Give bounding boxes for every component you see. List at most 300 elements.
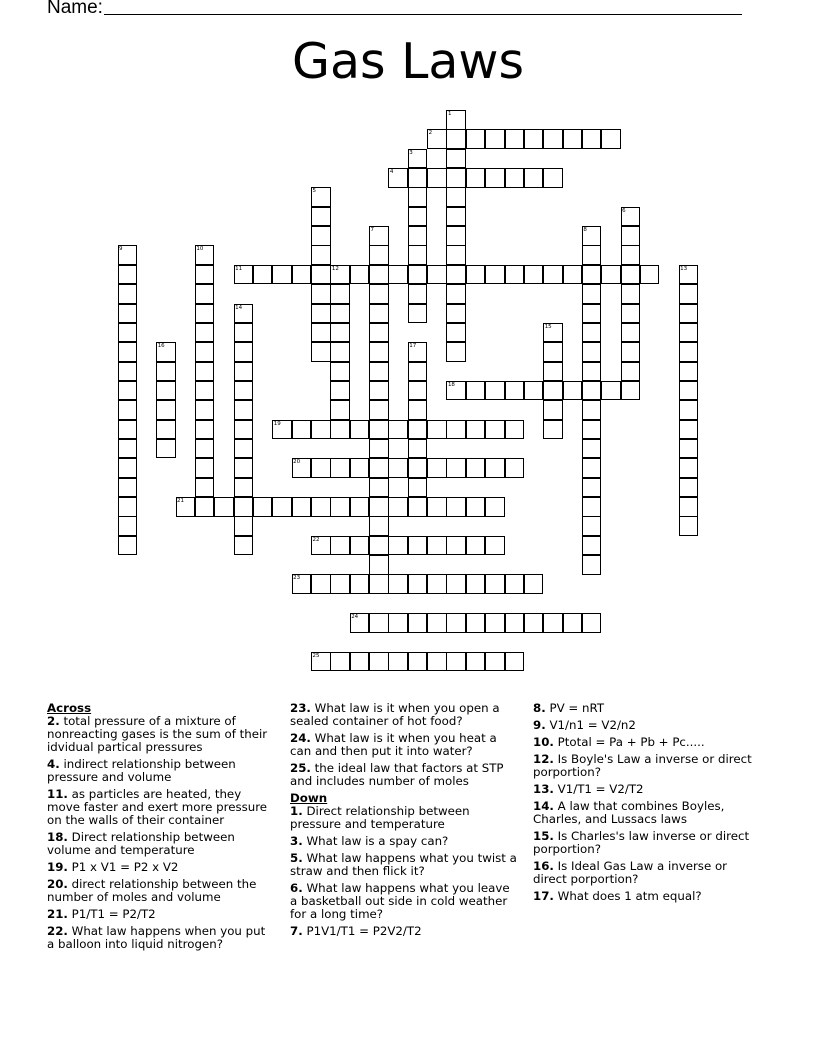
grid-cell[interactable]	[427, 458, 447, 478]
grid-cell[interactable]	[234, 381, 254, 401]
grid-cell[interactable]	[621, 207, 641, 227]
grid-cell[interactable]	[253, 265, 273, 285]
grid-cell[interactable]	[330, 574, 350, 594]
grid-cell[interactable]	[408, 400, 428, 420]
clue-item-text: Ptotal = Pa + Pb + Pc.....	[553, 735, 705, 749]
grid-cell[interactable]	[330, 536, 350, 556]
clue-item-text: Direct relationship between pressure and temperature	[290, 804, 470, 831]
grid-cell[interactable]	[621, 226, 641, 246]
grid-cell[interactable]	[446, 381, 466, 401]
grid-cell[interactable]	[118, 245, 138, 265]
grid-cell[interactable]	[485, 168, 505, 188]
grid-cell[interactable]	[195, 362, 215, 382]
grid-cell[interactable]	[427, 129, 447, 149]
grid-cell[interactable]	[582, 284, 602, 304]
grid-cell[interactable]	[330, 400, 350, 420]
grid-cell[interactable]	[350, 458, 370, 478]
grid-cell[interactable]	[311, 420, 331, 440]
grid-cell[interactable]	[446, 265, 466, 285]
grid-cell[interactable]	[485, 497, 505, 517]
grid-cell[interactable]	[369, 284, 389, 304]
grid-cell[interactable]	[408, 265, 428, 285]
grid-cell[interactable]	[195, 439, 215, 459]
grid-cell[interactable]	[582, 226, 602, 246]
grid-cell[interactable]	[330, 323, 350, 343]
grid-cell[interactable]	[369, 304, 389, 324]
grid-cell[interactable]	[408, 207, 428, 227]
grid-cell[interactable]	[234, 497, 254, 517]
grid-cell[interactable]	[408, 168, 428, 188]
grid-cell[interactable]	[330, 265, 350, 285]
clue-item-text: P1/T1 = P2/T2	[67, 907, 156, 921]
grid-cell[interactable]	[311, 458, 331, 478]
grid-cell[interactable]	[350, 497, 370, 517]
grid-cell[interactable]	[408, 381, 428, 401]
grid-cell[interactable]	[505, 652, 525, 672]
grid-cell[interactable]	[118, 381, 138, 401]
grid-cell[interactable]	[369, 439, 389, 459]
grid-cell[interactable]	[118, 304, 138, 324]
grid-cell[interactable]	[543, 168, 563, 188]
grid-cell[interactable]	[369, 265, 389, 285]
grid-cell[interactable]	[427, 574, 447, 594]
grid-cell[interactable]	[543, 613, 563, 633]
grid-cell[interactable]	[563, 129, 583, 149]
grid-cell[interactable]	[446, 574, 466, 594]
grid-cell[interactable]	[272, 497, 292, 517]
grid-cell[interactable]	[466, 381, 486, 401]
grid-cell[interactable]	[485, 536, 505, 556]
grid-cell[interactable]	[311, 652, 331, 672]
grid-cell[interactable]	[621, 323, 641, 343]
grid-cell[interactable]	[621, 304, 641, 324]
grid-cell[interactable]	[466, 420, 486, 440]
grid-cell[interactable]	[408, 652, 428, 672]
grid-cell[interactable]	[369, 613, 389, 633]
grid-cell[interactable]	[408, 439, 428, 459]
grid-cell[interactable]	[446, 342, 466, 362]
grid-cell[interactable]	[582, 129, 602, 149]
grid-cell[interactable]	[234, 362, 254, 382]
grid-cell[interactable]	[505, 265, 525, 285]
grid-cell[interactable]	[621, 284, 641, 304]
grid-cell[interactable]	[330, 342, 350, 362]
grid-cell[interactable]	[408, 149, 428, 169]
grid-cell[interactable]	[446, 168, 466, 188]
grid-cell[interactable]	[427, 497, 447, 517]
grid-cell[interactable]	[563, 381, 583, 401]
grid-cell[interactable]	[369, 362, 389, 382]
grid-cell[interactable]	[118, 342, 138, 362]
grid-cell[interactable]	[679, 323, 699, 343]
grid-cell[interactable]	[427, 536, 447, 556]
grid-cell[interactable]	[427, 168, 447, 188]
grid-cell[interactable]	[524, 168, 544, 188]
grid-cell[interactable]	[679, 439, 699, 459]
grid-cell[interactable]	[679, 497, 699, 517]
grid-cell[interactable]	[427, 265, 447, 285]
grid-cell[interactable]	[156, 420, 176, 440]
grid-cell[interactable]	[582, 497, 602, 517]
grid-cell[interactable]	[195, 400, 215, 420]
grid-cell[interactable]	[505, 613, 525, 633]
grid-cell[interactable]	[466, 497, 486, 517]
grid-cell[interactable]	[253, 497, 273, 517]
grid-cell[interactable]	[195, 497, 215, 517]
grid-cell[interactable]	[311, 226, 331, 246]
grid-cell[interactable]	[524, 574, 544, 594]
grid-cell[interactable]	[311, 323, 331, 343]
clue-item	[290, 882, 518, 921]
grid-cell[interactable]	[369, 516, 389, 536]
grid-cell[interactable]	[118, 323, 138, 343]
grid-cell[interactable]	[292, 574, 312, 594]
grid-cell[interactable]	[388, 168, 408, 188]
grid-cell[interactable]	[505, 574, 525, 594]
grid-cell[interactable]	[195, 342, 215, 362]
grid-cell[interactable]	[524, 265, 544, 285]
grid-cell[interactable]	[234, 439, 254, 459]
grid-cell[interactable]	[118, 420, 138, 440]
grid-cell[interactable]	[446, 187, 466, 207]
grid-cell[interactable]	[679, 458, 699, 478]
grid-cell[interactable]	[195, 478, 215, 498]
grid-cell[interactable]	[176, 497, 196, 517]
grid-cell[interactable]	[330, 362, 350, 382]
grid-cell[interactable]	[582, 400, 602, 420]
grid-cell[interactable]	[582, 613, 602, 633]
grid-cell[interactable]	[427, 420, 447, 440]
grid-cell[interactable]	[195, 420, 215, 440]
grid-cell[interactable]	[466, 458, 486, 478]
grid-cell[interactable]	[156, 342, 176, 362]
grid-cell[interactable]	[621, 362, 641, 382]
grid-cell[interactable]	[311, 207, 331, 227]
clue-item-number: 17.	[533, 889, 554, 903]
clue-item	[533, 736, 763, 749]
grid-cell[interactable]	[350, 613, 370, 633]
grid-cell[interactable]	[369, 652, 389, 672]
grid-cell[interactable]	[408, 497, 428, 517]
grid-cell[interactable]	[234, 478, 254, 498]
grid-cell[interactable]	[485, 265, 505, 285]
grid-cell[interactable]	[234, 420, 254, 440]
grid-cell[interactable]	[446, 226, 466, 246]
grid-cell[interactable]	[350, 420, 370, 440]
grid-cell[interactable]	[621, 245, 641, 265]
grid-cell[interactable]	[388, 458, 408, 478]
grid-cell[interactable]	[369, 342, 389, 362]
grid-cell[interactable]	[582, 478, 602, 498]
clue-item-text: total pressure of a mixture of nonreacting gases is the sum of their idvidual partical pressures	[47, 714, 268, 754]
grid-cell[interactable]	[408, 574, 428, 594]
grid-cell[interactable]	[234, 265, 254, 285]
grid-cell[interactable]	[446, 284, 466, 304]
grid-cell[interactable]	[311, 284, 331, 304]
grid-cell[interactable]	[311, 304, 331, 324]
grid-cell[interactable]	[446, 652, 466, 672]
grid-cell[interactable]	[311, 497, 331, 517]
grid-cell[interactable]	[330, 652, 350, 672]
grid-cell[interactable]	[369, 245, 389, 265]
clue-item-text: What law is a spay can?	[302, 834, 449, 848]
grid-cell[interactable]	[446, 245, 466, 265]
grid-cell[interactable]	[408, 420, 428, 440]
grid-cell[interactable]	[505, 129, 525, 149]
grid-cell[interactable]	[505, 381, 525, 401]
grid-cell[interactable]	[582, 323, 602, 343]
grid-cell[interactable]	[446, 110, 466, 130]
grid-cell[interactable]	[195, 323, 215, 343]
grid-cell[interactable]	[543, 420, 563, 440]
grid-cell[interactable]	[524, 129, 544, 149]
grid-cell[interactable]	[369, 226, 389, 246]
grid-cell[interactable]	[582, 555, 602, 575]
grid-cell[interactable]	[679, 381, 699, 401]
grid-cell[interactable]	[408, 187, 428, 207]
grid-cell[interactable]	[543, 381, 563, 401]
grid-cell[interactable]	[679, 362, 699, 382]
grid-cell[interactable]	[679, 304, 699, 324]
grid-cell[interactable]	[582, 381, 602, 401]
grid-cell[interactable]	[582, 342, 602, 362]
grid-cell[interactable]	[466, 129, 486, 149]
grid-cell[interactable]	[234, 342, 254, 362]
grid-cell[interactable]	[272, 420, 292, 440]
grid-cell[interactable]	[485, 381, 505, 401]
grid-cell[interactable]	[543, 129, 563, 149]
grid-cell[interactable]	[195, 458, 215, 478]
grid-cell[interactable]	[330, 304, 350, 324]
clue-item-text: P1 x V1 = P2 x V2	[67, 860, 179, 874]
grid-cell[interactable]	[466, 168, 486, 188]
grid-cell[interactable]	[369, 536, 389, 556]
grid-cell[interactable]	[679, 265, 699, 285]
grid-cell[interactable]	[679, 284, 699, 304]
grid-cell[interactable]	[427, 652, 447, 672]
clue-number: 2	[428, 130, 433, 137]
grid-cell[interactable]	[408, 245, 428, 265]
grid-cell[interactable]	[582, 420, 602, 440]
grid-cell[interactable]	[388, 652, 408, 672]
grid-cell[interactable]	[388, 613, 408, 633]
grid-cell[interactable]	[118, 536, 138, 556]
clue-item-number: 23.	[290, 701, 311, 715]
grid-cell[interactable]	[369, 400, 389, 420]
grid-cell[interactable]	[118, 458, 138, 478]
grid-cell[interactable]	[350, 574, 370, 594]
grid-cell[interactable]	[466, 265, 486, 285]
grid-cell[interactable]	[118, 478, 138, 498]
grid-cell[interactable]	[408, 304, 428, 324]
grid-cell[interactable]	[640, 265, 660, 285]
grid-cell[interactable]	[311, 265, 331, 285]
grid-cell[interactable]	[543, 342, 563, 362]
grid-cell[interactable]	[272, 265, 292, 285]
grid-cell[interactable]	[582, 458, 602, 478]
grid-cell[interactable]	[446, 613, 466, 633]
grid-cell[interactable]	[582, 439, 602, 459]
grid-cell[interactable]	[388, 536, 408, 556]
grid-cell[interactable]	[330, 497, 350, 517]
grid-cell[interactable]	[446, 149, 466, 169]
grid-cell[interactable]	[369, 497, 389, 517]
grid-cell[interactable]	[234, 323, 254, 343]
grid-cell[interactable]	[388, 265, 408, 285]
grid-cell[interactable]	[118, 516, 138, 536]
grid-cell[interactable]	[234, 458, 254, 478]
grid-cell[interactable]	[446, 536, 466, 556]
grid-cell[interactable]	[408, 362, 428, 382]
grid-cell[interactable]	[679, 342, 699, 362]
grid-cell[interactable]	[388, 497, 408, 517]
grid-cell[interactable]	[118, 439, 138, 459]
grid-cell[interactable]	[369, 420, 389, 440]
grid-cell[interactable]	[543, 323, 563, 343]
grid-cell[interactable]	[195, 265, 215, 285]
grid-cell[interactable]	[466, 652, 486, 672]
grid-cell[interactable]	[369, 574, 389, 594]
grid-cell[interactable]	[621, 381, 641, 401]
grid-cell[interactable]	[505, 458, 525, 478]
grid-cell[interactable]	[446, 420, 466, 440]
grid-cell[interactable]	[621, 342, 641, 362]
grid-cell[interactable]	[601, 265, 621, 285]
grid-cell[interactable]	[330, 458, 350, 478]
grid-cell[interactable]	[679, 400, 699, 420]
grid-cell[interactable]	[369, 458, 389, 478]
grid-cell[interactable]	[601, 381, 621, 401]
grid-cell[interactable]	[466, 574, 486, 594]
grid-cell[interactable]	[311, 245, 331, 265]
grid-cell[interactable]	[543, 400, 563, 420]
grid-cell[interactable]	[118, 400, 138, 420]
grid-cell[interactable]	[582, 304, 602, 324]
grid-cell[interactable]	[485, 574, 505, 594]
clue-item-text: the ideal law that factors at STP and includes number of moles	[290, 761, 504, 788]
grid-cell[interactable]	[195, 304, 215, 324]
grid-cell[interactable]	[292, 265, 312, 285]
grid-cell[interactable]	[524, 613, 544, 633]
grid-cell[interactable]	[311, 342, 331, 362]
grid-cell[interactable]	[156, 362, 176, 382]
clue-number: 6	[622, 207, 626, 214]
grid-cell[interactable]	[350, 536, 370, 556]
grid-cell[interactable]	[195, 381, 215, 401]
grid-cell[interactable]	[118, 362, 138, 382]
grid-cell[interactable]	[408, 342, 428, 362]
grid-cell[interactable]	[582, 362, 602, 382]
grid-cell[interactable]	[543, 265, 563, 285]
grid-cell[interactable]	[292, 497, 312, 517]
grid-cell[interactable]	[563, 265, 583, 285]
clue-item-number: 12.	[533, 752, 554, 766]
grid-cell[interactable]	[330, 381, 350, 401]
grid-cell[interactable]	[679, 516, 699, 536]
grid-cell[interactable]	[446, 304, 466, 324]
clue-number: 17	[409, 343, 417, 350]
grid-cell[interactable]	[369, 323, 389, 343]
clue-item-number: 6.	[290, 881, 303, 895]
grid-cell[interactable]	[388, 574, 408, 594]
clue-number: 19	[273, 420, 281, 427]
grid-cell[interactable]	[446, 497, 466, 517]
grid-cell[interactable]	[350, 652, 370, 672]
grid-cell[interactable]	[118, 497, 138, 517]
grid-cell[interactable]	[466, 536, 486, 556]
grid-cell[interactable]	[311, 187, 331, 207]
grid-cell[interactable]	[156, 439, 176, 459]
clue-item-number: 7.	[290, 924, 303, 938]
grid-cell[interactable]	[311, 536, 331, 556]
grid-cell[interactable]	[292, 458, 312, 478]
grid-cell[interactable]	[118, 284, 138, 304]
grid-cell[interactable]	[485, 652, 505, 672]
grid-cell[interactable]	[408, 613, 428, 633]
grid-cell[interactable]	[466, 613, 486, 633]
grid-cell[interactable]	[679, 420, 699, 440]
grid-cell[interactable]	[234, 304, 254, 324]
grid-cell[interactable]	[621, 265, 641, 285]
grid-cell[interactable]	[350, 265, 370, 285]
grid-cell[interactable]	[214, 497, 234, 517]
grid-cell[interactable]	[485, 458, 505, 478]
grid-cell[interactable]	[446, 458, 466, 478]
grid-cell[interactable]	[427, 613, 447, 633]
grid-cell[interactable]	[408, 284, 428, 304]
grid-cell[interactable]	[234, 400, 254, 420]
grid-cell[interactable]	[234, 516, 254, 536]
grid-cell[interactable]	[524, 381, 544, 401]
grid-cell[interactable]	[485, 420, 505, 440]
grid-cell[interactable]	[679, 478, 699, 498]
grid-cell[interactable]	[369, 478, 389, 498]
grid-cell[interactable]	[446, 207, 466, 227]
grid-cell[interactable]	[369, 381, 389, 401]
grid-cell[interactable]	[563, 613, 583, 633]
grid-cell[interactable]	[311, 574, 331, 594]
grid-cell[interactable]	[446, 323, 466, 343]
grid-cell[interactable]	[156, 400, 176, 420]
grid-cell[interactable]	[292, 420, 312, 440]
grid-cell[interactable]	[408, 536, 428, 556]
grid-cell[interactable]	[485, 129, 505, 149]
grid-cell[interactable]	[485, 613, 505, 633]
clue-item-number: 13.	[533, 782, 554, 796]
grid-cell[interactable]	[234, 536, 254, 556]
grid-cell[interactable]	[408, 478, 428, 498]
grid-cell[interactable]	[195, 245, 215, 265]
grid-cell[interactable]	[156, 381, 176, 401]
grid-cell[interactable]	[330, 420, 350, 440]
grid-cell[interactable]	[601, 129, 621, 149]
grid-cell[interactable]	[369, 555, 389, 575]
grid-cell[interactable]	[118, 265, 138, 285]
grid-cell[interactable]	[582, 245, 602, 265]
grid-cell[interactable]	[330, 284, 350, 304]
grid-cell[interactable]	[408, 458, 428, 478]
grid-cell[interactable]	[408, 226, 428, 246]
grid-cell[interactable]	[505, 420, 525, 440]
grid-cell[interactable]	[388, 420, 408, 440]
grid-cell[interactable]	[195, 284, 215, 304]
grid-cell[interactable]	[582, 265, 602, 285]
grid-cell[interactable]	[505, 168, 525, 188]
grid-cell[interactable]	[543, 362, 563, 382]
grid-cell[interactable]	[582, 516, 602, 536]
grid-cell[interactable]	[582, 536, 602, 556]
grid-cell[interactable]	[446, 129, 466, 149]
